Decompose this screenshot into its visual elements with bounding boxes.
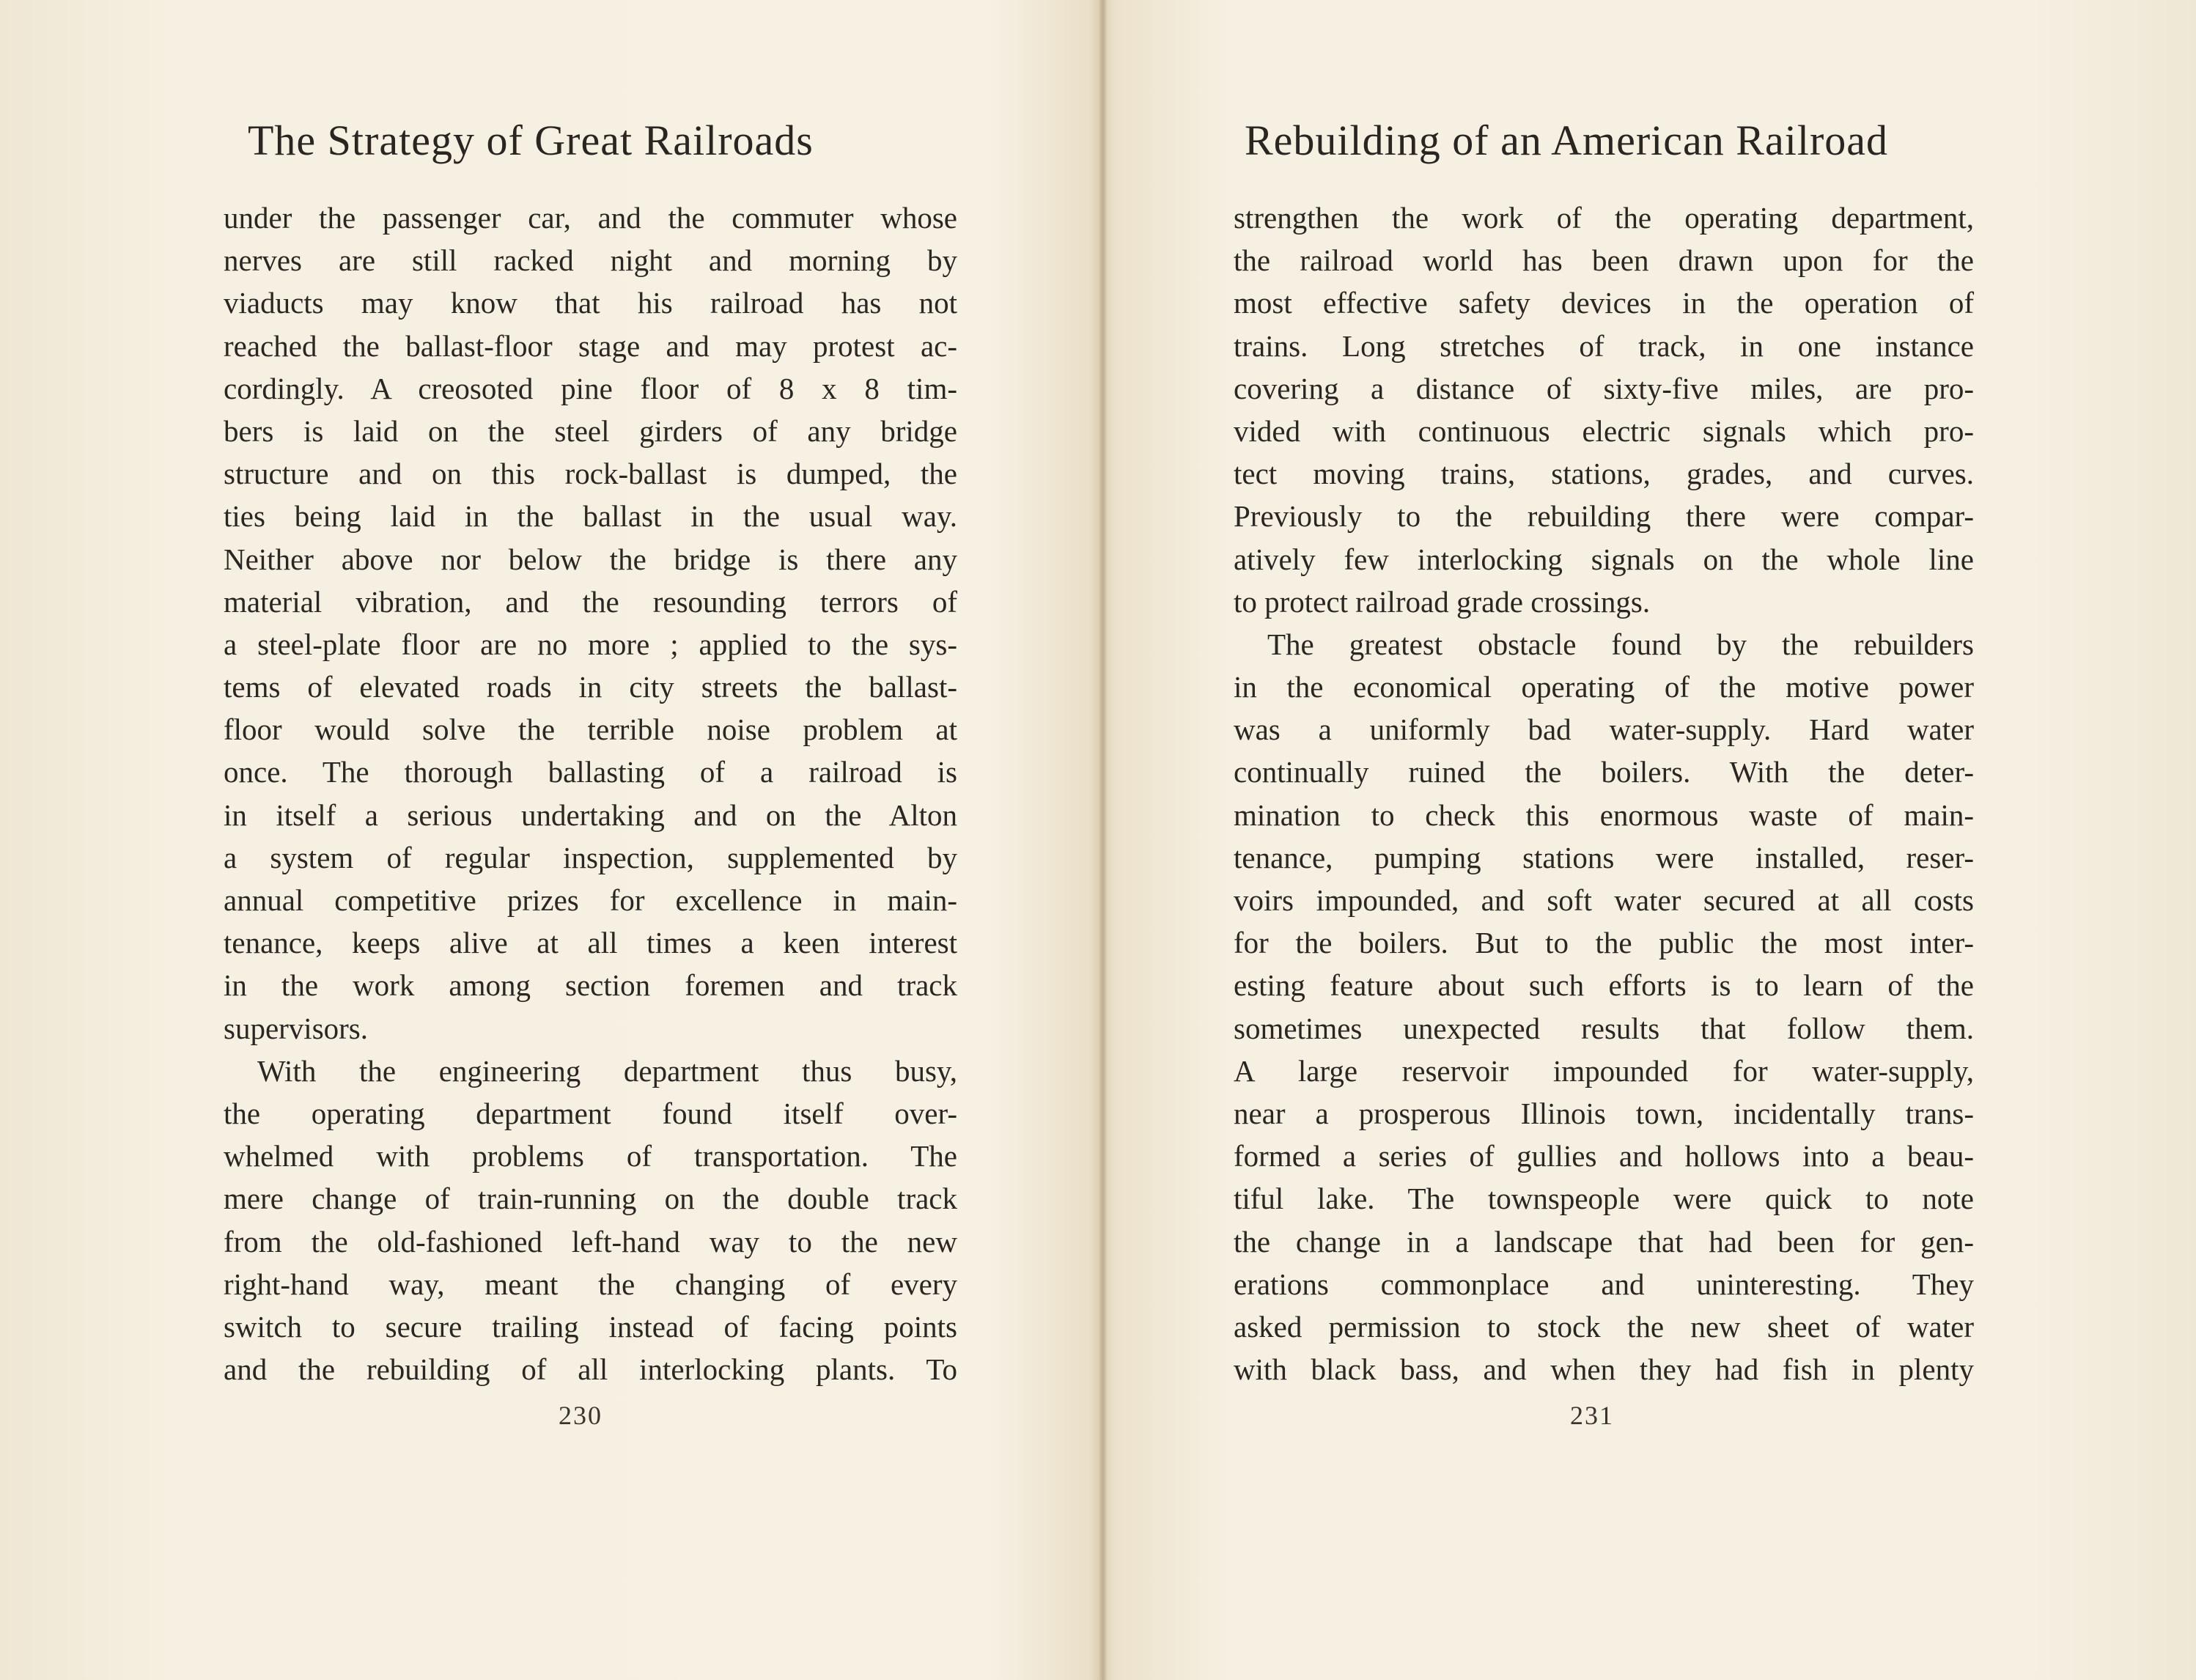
text-line: tect moving trains, stations, grades, and curves. [1234, 457, 1974, 491]
text-line: near a prosperous Illinois town, incidentally trans- [1234, 1096, 1974, 1130]
right-body-text [1234, 196, 1974, 1390]
text-line: formed a series of gullies and hollows into a beau- [1234, 1139, 1974, 1174]
text-line: under the passenger car, and the commuter whose [224, 201, 957, 235]
text-line: bers is laid on the steel girders of any bridge [224, 413, 957, 448]
text-line: supervisors. [224, 1011, 369, 1045]
text-line: A large reservoir impounded for water-supply, [1234, 1053, 1974, 1088]
text-line: continually ruined the boilers. With the deter- [1234, 755, 1974, 789]
text-line: floor would solve the terrible noise problem at [224, 712, 957, 747]
text-line: in the economical operating of the motive power [1234, 670, 1974, 704]
text-line: the operating department found itself over- [224, 1096, 957, 1130]
text-line: the railroad world has been drawn upon for the [1234, 243, 1974, 278]
text-line: tenance, pumping stations were installed, reser- [1234, 840, 1974, 874]
text-line: strengthen the work of the operating department, [1234, 201, 1974, 235]
text-line: asked permission to stock the new sheet of water [1234, 1309, 1974, 1344]
text-line: cordingly. A creosoted pine floor of 8 x 8 tim- [224, 371, 957, 405]
text-line: erations commonplace and uninteresting. They [1234, 1267, 1974, 1301]
text-line: With the engineering department thus busy, [257, 1053, 957, 1088]
text-line: was a uniformly bad water-supply. Hard water [1234, 712, 1974, 747]
left-running-head: The Strategy of Great Railroads [248, 117, 814, 164]
text-line: and the rebuilding of all interlocking plants. To [224, 1352, 957, 1387]
text-line: Neither above nor below the bridge is there any [224, 542, 957, 576]
right-running-head: Rebuilding of an American Railroad [1245, 117, 1889, 164]
text-line: voirs impounded, and soft water secured at all costs [1234, 883, 1974, 917]
text-line: annual competitive prizes for excellence in main- [224, 883, 957, 917]
text-line: structure and on this rock-ballast is dumped, the [224, 457, 957, 491]
text-line: covering a distance of sixty-five miles, are pro- [1234, 371, 1974, 405]
text-line: esting feature about such efforts is to learn of the [1234, 968, 1974, 1003]
text-line: in the work among section foremen and track [224, 968, 957, 1003]
text-line: a steel-plate floor are no more ; applied to the sys- [224, 627, 957, 661]
text-line: for the boilers. But to the public the most inter- [1234, 926, 1974, 960]
left-body-text [224, 196, 957, 1390]
text-line: the change in a landscape that had been for gen- [1234, 1224, 1974, 1259]
text-line: switch to secure trailing instead of facing points [224, 1309, 957, 1344]
text-line: trains. Long stretches of track, in one instance [1234, 328, 1974, 363]
text-line: The greatest obstacle found by the rebuilders [1267, 627, 1974, 661]
text-line: mination to check this enormous waste of main- [1234, 797, 1974, 832]
text-line: in itself a serious undertaking and on the Alton [224, 797, 957, 832]
text-line: most effective safety devices in the operation of [1234, 286, 1974, 320]
text-line: vided with continuous electric signals which pro- [1234, 413, 1974, 448]
text-line: a system of regular inspection, supplemented by [224, 840, 957, 874]
book-gutter [1099, 0, 1107, 1680]
right-page [1107, 0, 2196, 1680]
text-line: once. The thorough ballasting of a railroad is [224, 755, 957, 789]
text-line: nerves are still racked night and morning by [224, 243, 957, 278]
text-line: with black bass, and when they had fish in plenty [1234, 1352, 1974, 1387]
text-line: mere change of train-running on the double track [224, 1182, 957, 1216]
text-line: right-hand way, meant the changing of every [224, 1267, 957, 1301]
left-page-number: 230 [559, 1401, 603, 1430]
right-page-number: 231 [1570, 1401, 1614, 1430]
text-line: whelmed with problems of transportation. The [224, 1139, 957, 1174]
text-line: ties being laid in the ballast in the usual way. [224, 499, 957, 534]
text-line: reached the ballast-floor stage and may protest ac- [224, 328, 957, 363]
text-line: atively few interlocking signals on the whole line [1234, 542, 1974, 576]
text-line: tems of elevated roads in city streets the ballast- [224, 670, 957, 704]
text-line: from the old-fashioned left-hand way to the new [224, 1224, 957, 1259]
text-line: tenance, keeps alive at all times a keen interest [224, 926, 957, 960]
text-line: tiful lake. The townspeople were quick to note [1234, 1182, 1974, 1216]
text-line: viaducts may know that his railroad has not [224, 286, 957, 320]
text-line: sometimes unexpected results that follow them. [1234, 1011, 1974, 1045]
text-line: to protect railroad grade crossings. [1234, 584, 1651, 619]
text-line: Previously to the rebuilding there were compar- [1234, 499, 1974, 534]
text-line: material vibration, and the resounding terrors of [224, 584, 957, 619]
